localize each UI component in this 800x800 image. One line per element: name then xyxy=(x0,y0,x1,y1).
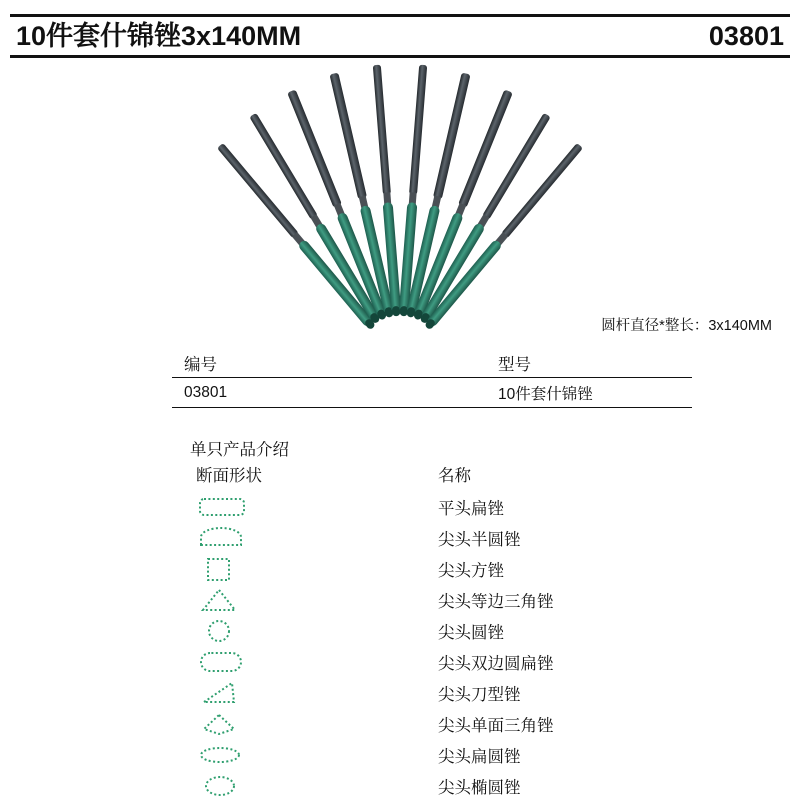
shape-name: 尖头圆锉 xyxy=(438,624,504,642)
list-item xyxy=(196,523,716,554)
shape-name: 尖头刀型锉 xyxy=(438,686,521,704)
product-illustration xyxy=(0,60,800,350)
shape-name: 尖头扁圆锉 xyxy=(438,748,521,766)
list-item xyxy=(196,678,716,709)
list-item xyxy=(196,554,716,585)
equilateral-triangle-icon xyxy=(198,587,368,613)
list-item xyxy=(196,647,716,678)
files-fan-svg xyxy=(0,60,800,350)
round-icon xyxy=(198,618,368,644)
list-item xyxy=(196,492,716,523)
column-header-model: 型号 xyxy=(498,355,531,374)
double-half-round-icon xyxy=(198,649,368,675)
table-row xyxy=(172,378,692,408)
cell-code: 03801 xyxy=(184,383,228,401)
shape-name: 平头扁锉 xyxy=(438,500,504,518)
column-header-shape: 断面形状 xyxy=(196,467,262,485)
list-item xyxy=(196,709,716,740)
shape-name: 尖头单面三角锉 xyxy=(438,717,554,735)
rounded-rectangle-icon xyxy=(198,494,368,520)
table-header-row xyxy=(172,348,692,378)
list-item xyxy=(196,771,716,800)
knife-edge-icon xyxy=(198,680,368,706)
shape-name: 尖头方锉 xyxy=(438,562,504,580)
product-code: 03801 xyxy=(708,20,784,51)
shape-name: 尖头双边圆扁锉 xyxy=(438,655,554,673)
list-item xyxy=(196,585,716,616)
single-cut-triangle-icon xyxy=(198,711,368,737)
shape-list xyxy=(196,492,716,800)
dimension-note: 圆杆直径*整长：3x140MM xyxy=(601,318,772,334)
list-item xyxy=(196,616,716,647)
square-icon xyxy=(198,556,368,582)
shape-name: 尖头半圆锉 xyxy=(438,531,521,549)
list-item xyxy=(196,740,716,771)
shape-name: 尖头等边三角锉 xyxy=(438,593,554,611)
page-header xyxy=(10,14,790,58)
page-title: 10件套什锦锉3x140MM xyxy=(16,20,302,51)
spec-table xyxy=(172,348,692,408)
cell-model: 10件套什锦锉 xyxy=(498,385,593,403)
half-round-icon xyxy=(198,525,368,551)
intro-title: 单只产品介绍 xyxy=(190,441,289,459)
column-header-name: 名称 xyxy=(438,467,471,485)
oval-icon xyxy=(198,773,368,799)
column-header-code: 编号 xyxy=(184,355,217,374)
shape-name: 尖头椭圆锉 xyxy=(438,779,521,797)
flat-oval-icon xyxy=(198,742,368,768)
